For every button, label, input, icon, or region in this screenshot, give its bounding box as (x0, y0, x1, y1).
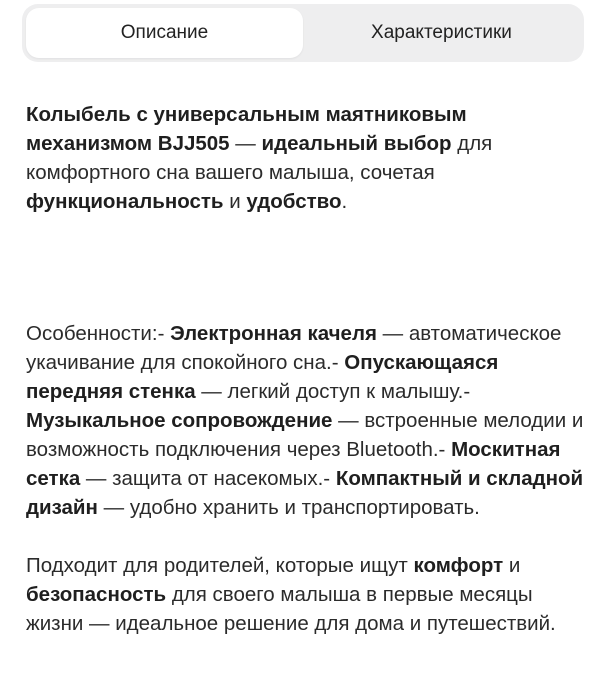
intro-and: и (223, 190, 247, 213)
intro-dash: — (229, 132, 262, 155)
safety-text: безопасность (26, 583, 167, 606)
feature-text: — легкий доступ к малышу.- (195, 380, 471, 403)
convenience-text: удобство (246, 190, 342, 213)
outro-paragraph (26, 551, 586, 638)
intro-text: для комфортного сна вашего малыша, сочетая (26, 132, 493, 184)
product-title: Колыбель с универсальным маятниковым механизмом BJJ505 (26, 103, 467, 155)
outro-text: Подходит для родителей, которые ищут (26, 554, 414, 577)
intro-end: . (341, 190, 348, 213)
feature-text: — автоматическое укачивание для спокойного сна.- (26, 322, 562, 374)
feature-name: Москитная сетка (26, 438, 561, 490)
intro-paragraph (26, 100, 586, 216)
feature-name: Опускающаяся передняя стенка (26, 351, 499, 403)
comfort-text: комфорт (413, 554, 504, 577)
tab-bar (22, 4, 584, 62)
feature-text: — защита от насекомых.- (80, 467, 336, 490)
feature-name: Музыкальное сопровождение (26, 409, 333, 432)
feature-name: Компактный и складной дизайн (26, 467, 584, 519)
feature-name: Электронная качеля (170, 322, 377, 345)
outro-text-end: для своего малыша в первые месяцы жизни — идеальное решение для дома и путешествий. (26, 583, 556, 635)
functionality-text: функциональность (26, 190, 224, 213)
outro-and: и (503, 554, 521, 577)
best-choice-text: идеальный выбор (261, 132, 452, 155)
tab-specifications[interactable]: Характеристики (371, 22, 512, 43)
features-lead: Особенности:- (26, 322, 171, 345)
tab-description[interactable]: Описание (26, 8, 303, 58)
feature-text: — удобно хранить и транспортировать. (97, 496, 480, 519)
feature-text: — встроенные мелодии и возможность подключения через Bluetooth.- (26, 409, 584, 461)
features-paragraph (26, 319, 586, 522)
description-content (26, 100, 586, 638)
